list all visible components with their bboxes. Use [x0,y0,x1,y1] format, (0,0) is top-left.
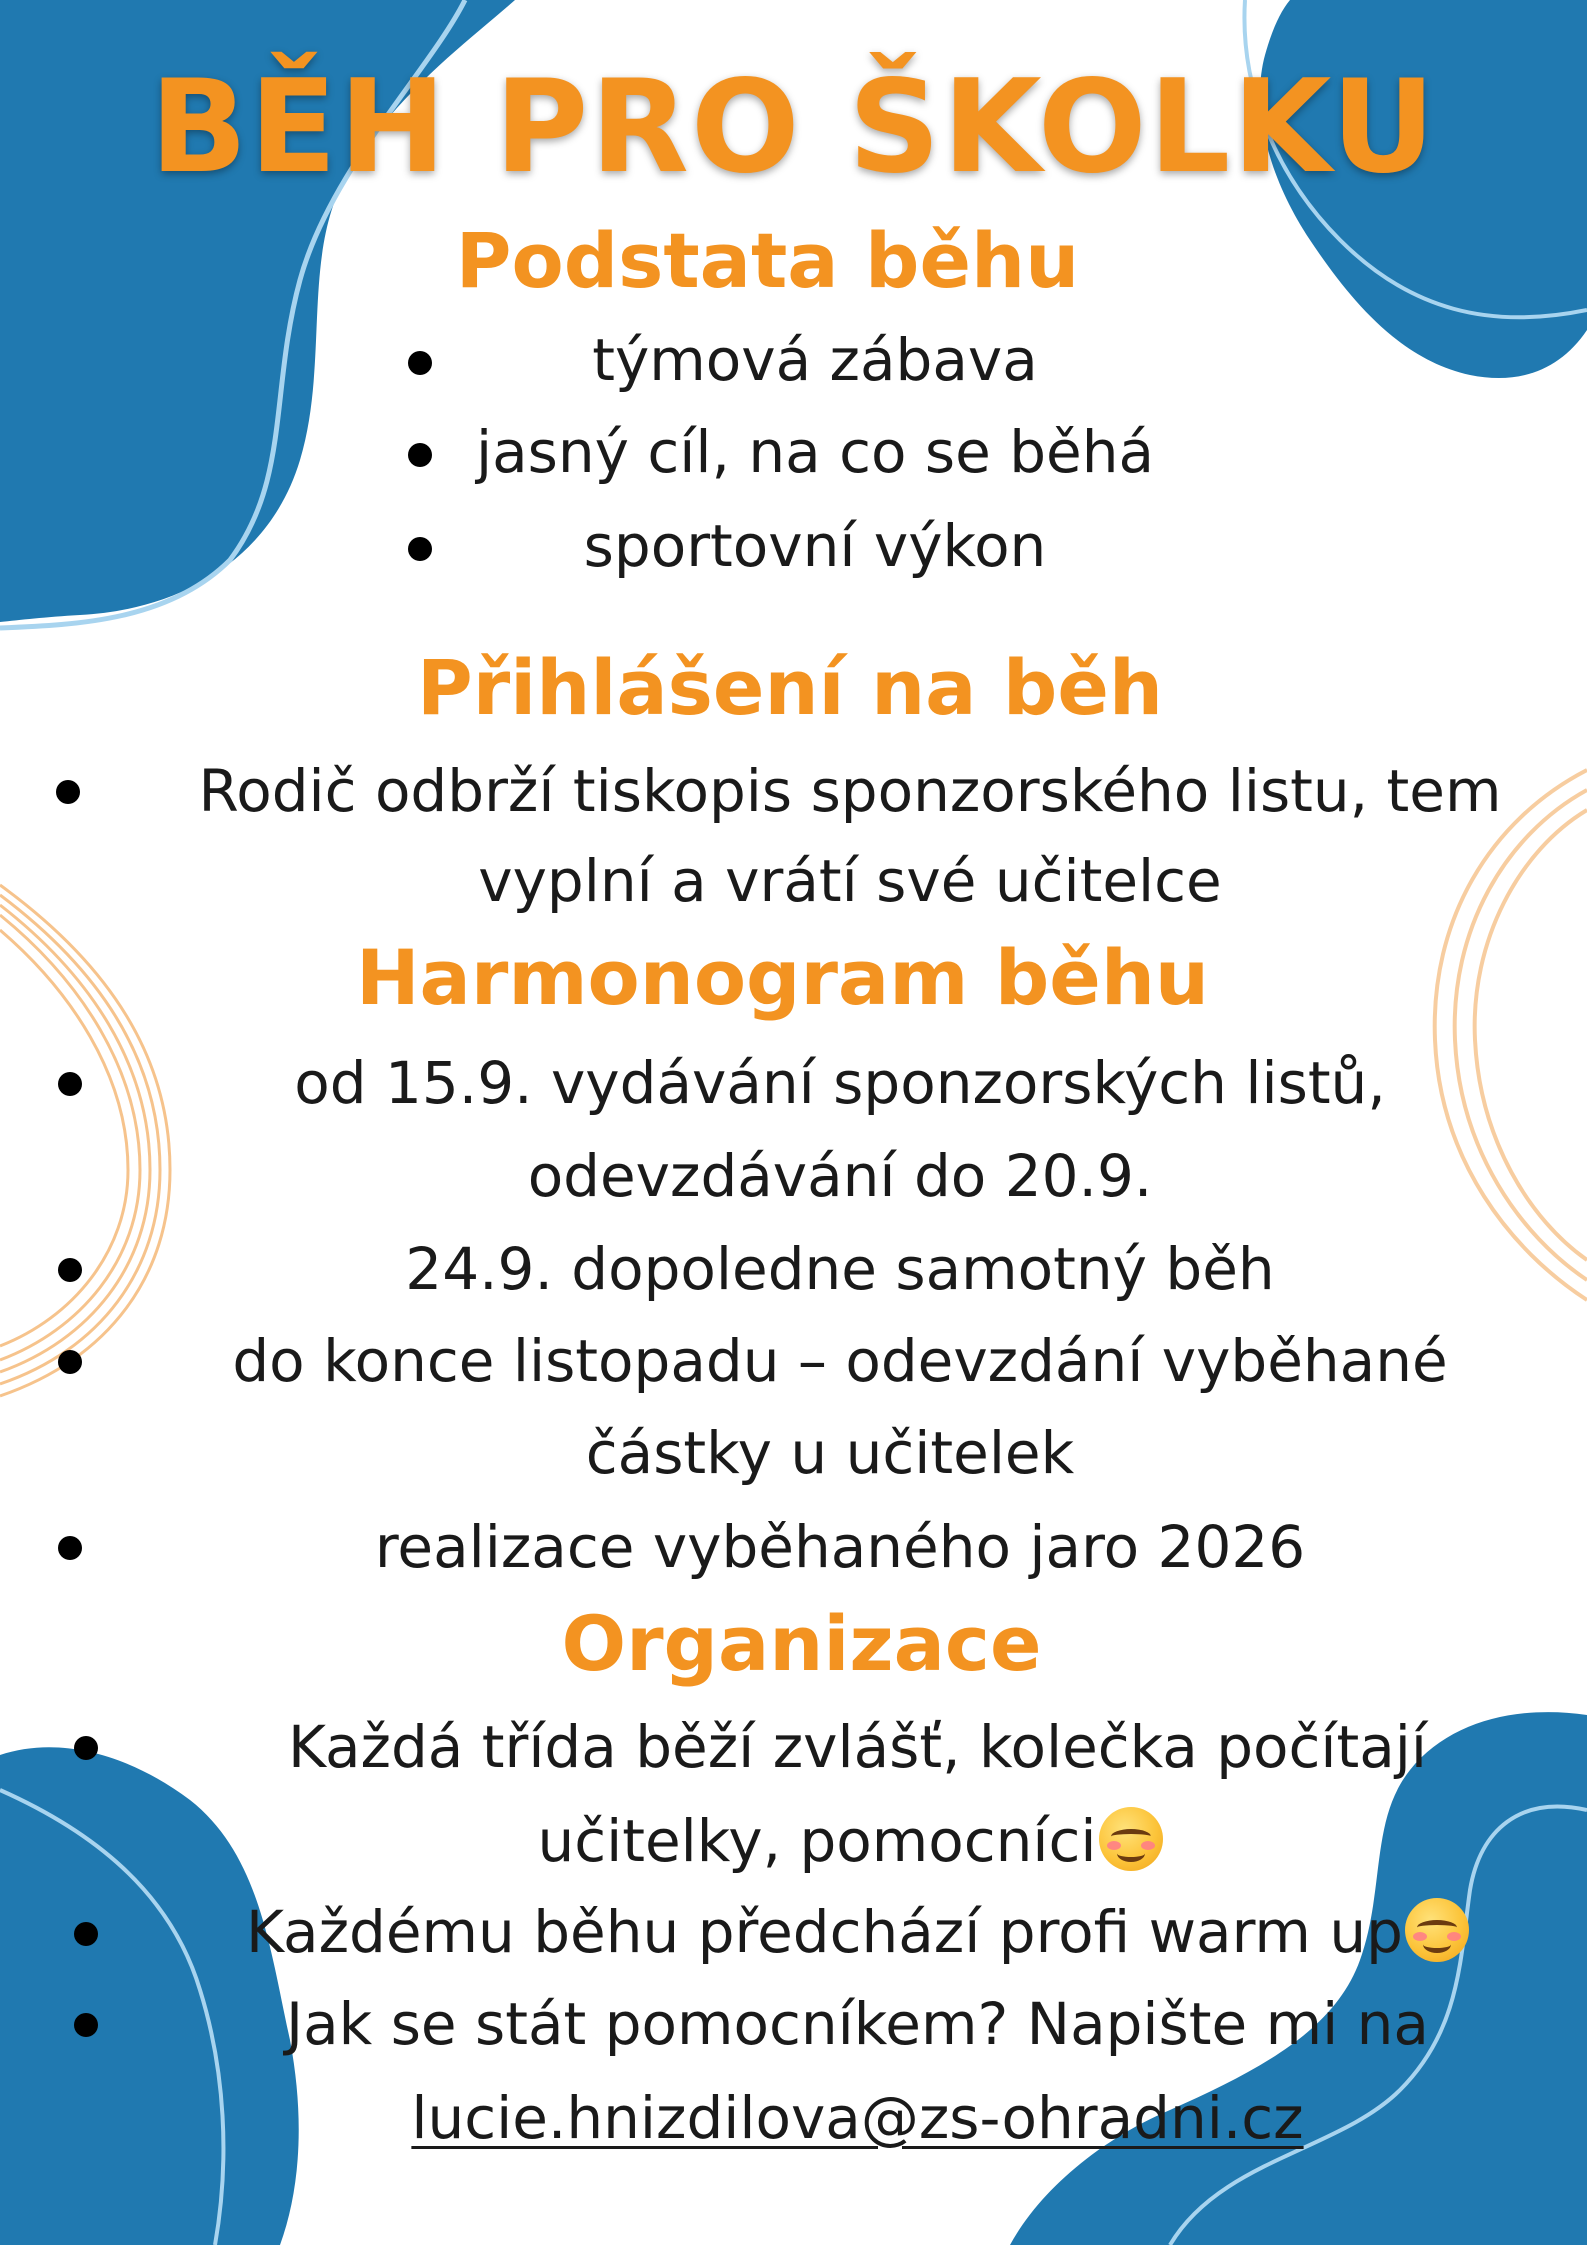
bullet [408,351,432,375]
list-item-organizace-2 [150,1885,1565,1979]
bullet [74,1922,98,1946]
list-item-prihlaseni-1a: Rodič odbrží tiskopis sponzorského listu, tem [198,757,1502,825]
list-item-organizace-1b [150,1794,1550,1888]
list-item-organizace-1b-text: učitelky, pomocníci [537,1807,1097,1875]
list-item-podstata-3: sportovní výkon [583,512,1047,580]
bullet [58,1258,82,1282]
list-item-harmonogram-2: 24.9. dopoledne samotný běh [405,1235,1275,1303]
list-item-harmonogram-1a: od 15.9. vydávání sponzorských listů, [294,1049,1386,1117]
heading-prihlaseni: Přihlášení na běh [417,643,1163,732]
bullet [408,443,432,467]
list-item-harmonogram-3b: částky u učitelek [585,1419,1075,1487]
bullet [58,1536,82,1560]
list-item-podstata-2: jasný cíl, na co se běhá [475,418,1155,486]
bullet [56,780,80,804]
email-link[interactable]: lucie.hnizdilova@zs-ohradni.cz [411,2084,1304,2152]
list-item-organizace-2-text: Každému běhu předchází profi warm up [246,1898,1403,1966]
list-item-organizace-3a: Jak se stát pomocníkem? Napište mi na [286,1990,1429,2058]
list-item-harmonogram-4: realizace vyběhaného jaro 2026 [374,1513,1306,1581]
heading-podstata: Podstata běhu [455,216,1080,305]
bullet [74,1736,98,1760]
bullet [58,1072,82,1096]
list-item-harmonogram-1b: odevzdávání do 20.9. [527,1142,1153,1210]
list-item-organizace-3b [150,2071,1565,2165]
list-item-prihlaseni-1b: vyplní a vrátí své učitelce [478,847,1222,915]
smiling-face-icon [1405,1898,1469,1962]
heading-harmonogram: Harmonogram běhu [355,933,1210,1022]
list-item-harmonogram-3a: do konce listopadu – odevzdání vyběhané [232,1327,1448,1395]
list-item-organizace-1a: Každá třída běží zvlášť, kolečka počítají [287,1713,1428,1781]
bullet [74,2013,98,2037]
bullet [408,537,432,561]
list-item-podstata-1: týmová zábava [592,326,1038,394]
heading-organizace: Organizace [561,1599,1042,1688]
smiling-face-icon [1099,1807,1163,1871]
bullet [58,1350,82,1374]
page-title: BĚH PRO ŠKOLKU [149,53,1438,202]
